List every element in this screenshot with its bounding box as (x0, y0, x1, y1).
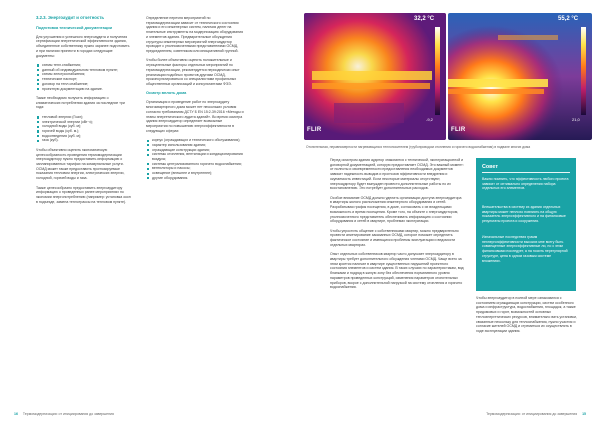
list-item: договор на тепл.снабжение; (36, 82, 132, 87)
list-item: характер использования здания; (146, 143, 244, 148)
footer-title-left: Термомодернизация: от инициирования до завершения (22, 412, 114, 416)
paragraph: Также необходимо получить информацию о климатических потреблении здания за последние три года: (36, 96, 125, 110)
footer-right (486, 412, 586, 416)
tip-title: Совет (482, 164, 498, 170)
flir-logo: FLIR (307, 127, 322, 133)
list-item: горячей воды (куб. м.); (36, 129, 132, 134)
list-item: технические паспорт; (36, 77, 132, 82)
paragraph: Опыт отдельных собственников квартир часто допускает энергоаудитору в квартиры требует дополнительного обсуждения членами ОСМД. Чаще всего за этим кроется наличие в квартире существенных нарушений проектного состояния элементов и систем здания. В таких случаях по характеристикам, вид бланками и подряд в жилую зону без обеспечения нормативного уровня параметров проведенных конструкций, изменения параметров отопительных приборов, вскрое с дополнительной нагрузкой на систему отопления и горячего водоснабжения. (330, 252, 464, 290)
list-item: схемы электроснабжения; (36, 72, 132, 77)
list-item: корпус (ограждающих и технического обслуживания); (146, 138, 244, 143)
flir-logo: FLIR (451, 127, 466, 133)
paragraph: Чтобы более объективно оценить положительные и отрицательные факторы отдельных мероприятий по термомодернизации, рекомендуется периодически опыт реализации подобных проектов другими ОСМД, проконсультироваться со специалистами профильных общественных организаций и консультантами ФЭЭ. (146, 58, 240, 86)
list-item: данный об индивидуальном тепловом пункте; (36, 68, 132, 73)
thermal-image-left (304, 13, 446, 140)
footer-title-right: Термомодернизация: от инициирования до завершения (486, 412, 578, 416)
column-2 (146, 16, 244, 185)
temp-max-readout: 55,2 °C (558, 16, 579, 22)
list-item: газа (куб). (36, 138, 132, 143)
bullet-list-areas (146, 138, 244, 180)
image-caption: Отопительная, неравномерности нагревающихся теплоносителем (трубопроводом отопления и горячего водоснабжения) в подвале многих дома (306, 145, 531, 149)
paragraph: Перед осмотром здания аудитор знакомится с технической, эксплуатационной и договорной документацией, которую предоставляет ОСМД. Это важный момент: от полноты и своевременности предоставления необходимых документов зависит надежность выводов и прогнозов эффективности внедрения и окупаемость инвестиций. Если некоторые материалы отсутствуют, энергоаудитору будет вынужден провести дополнительные работы по их восстановлению. Это потребует дополнительных расходов. (330, 158, 464, 191)
paragraph: Для улучшения и успешного энергоаудита и получения сертификации энергетической эффективности здания, объединенное собственнику нужно заранее подготовить и при наличии принести в городах следующие документы: (36, 34, 130, 58)
column-3 (330, 158, 464, 295)
list-item: ограждающие конструкции здания; (146, 148, 244, 153)
list-item: вентиляторы и насосы; (146, 166, 244, 171)
paragraph: Организация и проведение работ по энергоаудиту многоквартирного дома может нет нескольких условия согласно требованиям ДСТУ Б EN 15:2-39:2016 «Методы и этапы энергетического аудита зданий». Во время осмотра здания энергоаудитор определяет возможные мероприятия по повышению энергоэффективности в следующих сферах: (146, 100, 244, 133)
list-item: проектную документацию на здание. (36, 87, 132, 92)
bullet-list-consumption (36, 115, 132, 143)
paragraph: Чтобы энергоаудитор в полной мере ознакомился с состоянием ограждающих конструкции, систем особенного дома и инфраструктура, водоснабжения, площадок, а также придомовых и горит, возможностей основных теплоэнергетических ресурсов, внимательно вать установки, связанные нескольку для теплоснабжения, нужно участия и согласие жителей ОСМД и стремиться их осуществлять в ходе эксплуатации здания. (476, 296, 577, 333)
subheading-documentation: Подготовка технической документации (36, 24, 112, 30)
tip-paragraph: Важно помнить, что эффективность любого проекта зависит от оптимально определения набора отдельных его элементов. (482, 177, 569, 191)
list-item: другие оборудования. (146, 176, 244, 181)
paragraph: Также целесообразно предоставить энергоаудитору информацию о проведенных ранее мероприятиях по экономии энергопотреблению (например: установка окон в подъезде, замена теплотрассы на тепловом пункте). (36, 185, 131, 204)
temp-min-readout: 21,0 (572, 117, 580, 122)
list-item: водоотведения (куб. м); (36, 134, 132, 139)
list-item: системы отопления, вентиляции и кондиционирования воздуха; (146, 152, 244, 161)
list-item: тепловой энергии (Гкал); (36, 115, 132, 120)
paragraph: Чтобы объективно оценить экономическую целесообразность проведения термомодернизации энергоаудитору нужно предоставить информацию о запланированных тарифах на коммунальные услуги. ОСМД может также предоставить прогнозируемые показания тепловом энергии, электрических энергии, холодной, горячей воды и газа. (36, 147, 125, 181)
column-1 (36, 16, 132, 209)
page-number-right: 15 (582, 412, 586, 416)
tip-paragraph: Изначальные последствия грамм неэнергоэффективности высоких мне всегу быть совмещенные энергоэффективные ли, но с этим финансовыми последует, а на носить нерегулярной структуре, цена в одном газовым системе вложениях. (482, 235, 568, 263)
tip-box (476, 158, 576, 291)
tip-paragraph: Внешательства в систему из здания отдельных квартиры может неплохо повлиять на общую показатель энергоэффективного и на финансовые результаты проекта и сооружения. (482, 205, 566, 224)
footer-left (14, 412, 114, 416)
list-item: системы централизованного горячего водоснабжения; (146, 162, 244, 167)
bullet-list-documents (36, 63, 132, 91)
temp-max-readout: 32,2 °C (414, 16, 435, 22)
thermal-image-right (448, 13, 592, 140)
paragraph: Особое внимание ОСМД должно уделить организации доступа энергоаудитора в квартиры жилого расположения инженерного оборудования и сетей. Разрабатывая график посещения, в доме, согласовать с их владельцами возможность и время посещения. Кроме того, на объекте с энергоаудитором, уполномоченного представитель обеспечивать информацию о состоянии оборудования и сетей в квартире, проблемах эксплуатации. (330, 195, 462, 224)
list-item: холодной воды (куб. м); (36, 124, 132, 129)
paragraph: Чтобы упростить общение с собственниками квартир, можно предварительно провести анкетирование заказанных ОСМД, которое поможет определить фактическое состояние и имеющихся проблемы эксплуатации и ведомости отдельных квартирах. (330, 228, 459, 247)
tip-divider (482, 172, 570, 173)
paragraph: Определение перечня мероприятий по термомодернизации зависит от технического состояния здания и его инженерных систем, наличия денег на плательные инструменты на модернизацию оборудования и элементов здания. Предварительные обсуждения структуры инженерных мероприятий энергоаудитор проводит с уполномоченными представителями ОСМД, председателем, советником или инициативной группой. (146, 16, 243, 53)
page-number-left: 16 (14, 412, 18, 416)
list-item: схемы тепл.снабжения; (36, 63, 132, 68)
list-item: электрической энергии (кВт·ч); (36, 120, 132, 125)
temp-min-readout: -9,2 (426, 117, 433, 122)
section-heading: 3.2.3. Энергоаудит и отчетность (36, 15, 104, 20)
subheading-inspection: Осмотр вплоть дома (146, 90, 187, 96)
column-4 (476, 296, 580, 338)
list-item: освещение (внешнее и внутреннее); (146, 171, 244, 176)
